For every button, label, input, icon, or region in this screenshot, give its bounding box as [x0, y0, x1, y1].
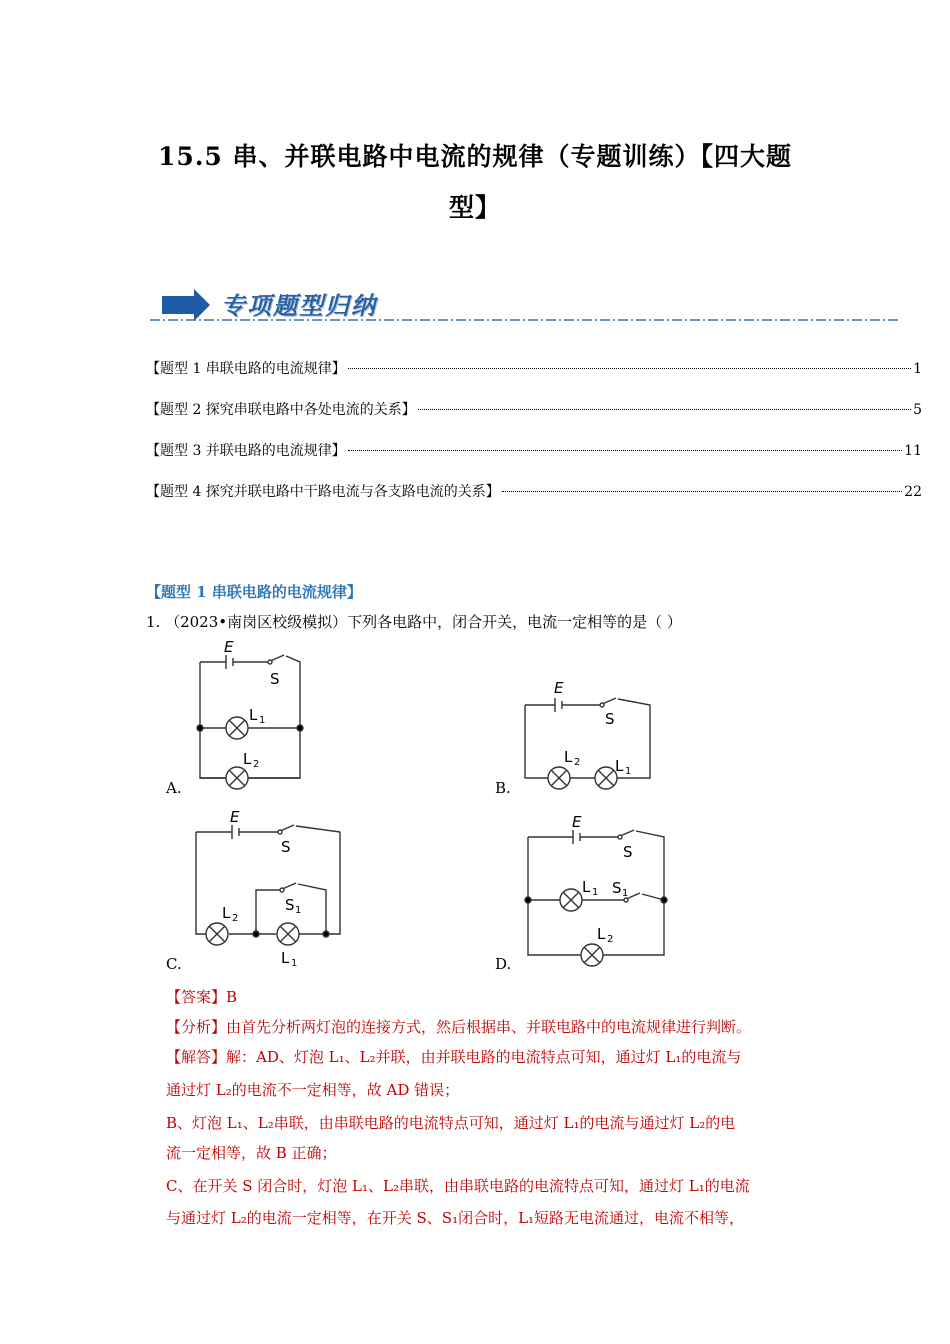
circuit-c	[196, 825, 340, 945]
svg-text:1: 1	[622, 888, 629, 899]
svg-text:1: 1	[592, 887, 599, 898]
svg-text:L: L	[582, 878, 591, 896]
svg-text:2: 2	[253, 759, 260, 770]
svg-text:E: E	[230, 808, 240, 826]
svg-text:E: E	[554, 679, 564, 697]
page-title-line1: 15.5 串、并联电路中电流的规律（专题训练）【四大题	[157, 142, 793, 171]
answer-line-3: 【解答】解：AD、灯泡 L₁、L₂并联，由并联电路的电流特点可知，通过灯 L₁的电流与	[166, 1048, 742, 1066]
toc-label: 【题型 1 串联电路的电流规律】	[146, 361, 346, 377]
svg-text:L: L	[249, 706, 258, 724]
svg-text:2: 2	[232, 913, 239, 924]
toc-page: 11	[904, 443, 922, 459]
svg-text:S: S	[285, 896, 295, 914]
svg-text:1: 1	[291, 958, 298, 969]
answer-line-8: 与通过灯 L₂的电流一定相等，在开关 S、S₁闭合时，L₁短路无电流通过，电流不相等，	[166, 1209, 745, 1227]
answer-line-1: 【答案】B	[166, 988, 238, 1006]
toc-page: 5	[913, 402, 922, 418]
toc-label: 【题型 2 探究串联电路中各处电流的关系】	[146, 402, 416, 418]
option-b[interactable]: B.	[495, 779, 511, 797]
svg-text:L: L	[243, 750, 252, 768]
svg-text:1: 1	[295, 905, 302, 916]
svg-text:2: 2	[607, 934, 614, 945]
svg-text:L: L	[281, 949, 290, 967]
toc-page: 1	[913, 361, 922, 377]
svg-text:E: E	[224, 638, 234, 656]
svg-text:S: S	[605, 710, 615, 728]
svg-text:S: S	[270, 670, 280, 688]
svg-text:S: S	[623, 843, 633, 861]
answer-line-7: C、在开关 S 闭合时，灯泡 L₁、L₂串联，由串联电路的电流特点可知，通过灯 L₁的电流	[166, 1177, 750, 1195]
svg-text:L: L	[615, 757, 624, 775]
answer-line-6: 流一定相等，故 B 正确；	[166, 1144, 337, 1162]
banner-text: 专项题型归纳	[221, 291, 377, 320]
svg-text:L: L	[222, 904, 231, 922]
answer-line-2: 【分析】由首先分析两灯泡的连接方式，然后根据串、并联电路中的电流规律进行判断。	[166, 1018, 752, 1036]
svg-text:E: E	[572, 813, 582, 831]
toc-label: 【题型 3 并联电路的电流规律】	[146, 443, 346, 459]
section-heading: 【题型 1 串联电路的电流规律】	[146, 583, 362, 601]
page-title-line2: 型】	[448, 193, 501, 222]
option-c[interactable]: C.	[166, 955, 182, 973]
toc-page: 22	[904, 484, 922, 500]
answer-line-5: B、灯泡 L₁、L₂串联，由串联电路的电流特点可知，通过灯 L₁的电流与通过灯 L₂的电	[166, 1114, 736, 1132]
toc-label: 【题型 4 探究并联电路中干路电流与各支路电流的关系】	[146, 484, 500, 500]
answer-line-4: 通过灯 L₂的电流不一定相等，故 AD 错误；	[166, 1081, 460, 1099]
svg-text:2: 2	[574, 757, 581, 768]
svg-text:S: S	[281, 838, 291, 856]
question-text: 1. （2023•南岗区校级模拟）下列各电路中，闭合开关，电流一定相等的是（ ）	[146, 613, 682, 631]
svg-text:L: L	[597, 925, 606, 943]
option-a[interactable]: A.	[166, 779, 182, 797]
option-d[interactable]: D.	[495, 955, 512, 973]
svg-text:L: L	[564, 748, 573, 766]
circuit-d	[525, 830, 667, 966]
svg-text:S: S	[612, 879, 622, 897]
svg-text:1: 1	[625, 766, 632, 777]
svg-text:1: 1	[259, 715, 266, 726]
